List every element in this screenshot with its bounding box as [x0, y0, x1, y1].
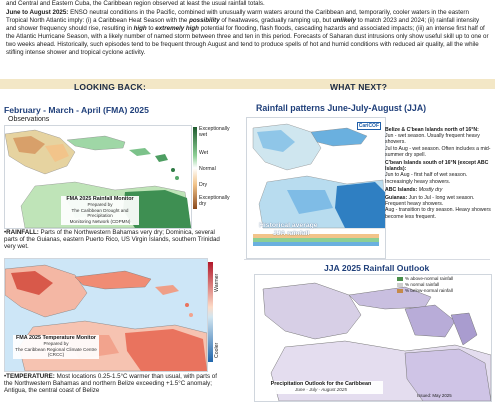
- abc-note: Mostly dry: [417, 186, 443, 193]
- rainfall-caption: [61, 196, 139, 225]
- rainfall-caption-line: The Caribbean Drought and Precipitation: [71, 207, 129, 219]
- text-run: of heatwaves, gradually ramping up, but: [219, 17, 333, 24]
- temperature-summary: [4, 373, 220, 395]
- legend-dry: Dry: [199, 182, 208, 188]
- historical-label-line: Historical average: [259, 222, 318, 229]
- temperature-caption-line: (CRCC): [47, 352, 65, 358]
- text-run: possibility: [189, 17, 220, 24]
- caricof-logo: CariCOF: [358, 123, 379, 129]
- rainfall-label: RAINFALL:: [6, 229, 39, 236]
- belize-note: Jul to Aug - wet season. Often includes a mid-summer dry spell.: [385, 145, 491, 158]
- intro-text: [6, 0, 490, 57]
- text-run: unlikely: [332, 17, 356, 24]
- text-run: to: [146, 25, 156, 32]
- jja-patterns-title: Rainfall patterns June-July-August (JJA): [256, 103, 427, 113]
- temperature-caption: [13, 335, 99, 359]
- belize-note: Jun - wet season. Usually frequent heavy showers.: [385, 133, 480, 146]
- bullet-icon: •: [4, 229, 7, 236]
- temperature-caption-title: FMA 2025 Temperature Monitor: [16, 335, 96, 341]
- legend-wet: Wet: [199, 150, 209, 156]
- south-heading: C'bean Islands south of 16°N (except ABC Islands):: [385, 160, 489, 173]
- historical-label: [259, 222, 318, 238]
- rainfall-monitor-map: [4, 125, 192, 229]
- outlook-caption-line: June - July - August 2025: [295, 387, 347, 393]
- temperature-monitor-map: [4, 258, 208, 372]
- abc-heading: ABC Islands:: [385, 186, 418, 193]
- guianas-heading: Guianas:: [385, 195, 408, 202]
- bullet-icon: •: [4, 373, 7, 380]
- text-run: potential for flooding, flash floods, cascading hazards and associated impacts; (iii) an intense first half of the Atlantic Hurricane Season, with a likely number of named storm between three and ten in this period. Forecasts of Saharan dust intrusions only show useful skill up to one or two weeks ahead. Historically, such episodes tend to be frequent through August and tend to produce spells of hot and humid conditions with reduced air quality, all the while stifling intense shower and tropical cyclone activity.: [6, 25, 489, 56]
- outlook-caption: [259, 381, 383, 394]
- temperature-caption-line: Prepared by: [43, 341, 69, 347]
- outlook-title: JJA 2025 Rainfall Outlook: [324, 263, 430, 273]
- rainfall-patterns-notes: [385, 127, 491, 220]
- temperature-caption-line: The Caribbean Regional Climate Centre: [15, 346, 97, 352]
- outlook-issued: Issued: May 2025: [417, 393, 452, 398]
- rainfall-caption-line: Prepared by: [87, 202, 113, 208]
- south-note: Jun to Aug - first half of wet season. Increasingly heavy showers.: [385, 172, 468, 185]
- legend-exceptionally-wet: Exceptionally wet: [199, 126, 230, 138]
- paragraph-lead: June to August 2025:: [6, 9, 69, 16]
- outlook-caption-title: Precipitation Outlook for the Caribbean: [270, 381, 372, 387]
- legend-warmer: Warmer: [214, 273, 220, 292]
- rainfall-outlook-map: [254, 274, 492, 402]
- outlook-legend-normal: % normal rainfall: [405, 282, 440, 287]
- temperature-legend-bar: [208, 262, 213, 362]
- guianas-note: Aug - transition to dry season. Heavy showers become less frequent.: [385, 207, 491, 220]
- observations-label: Observations: [8, 116, 50, 123]
- rainfall-text: Parts of the Northwestern Bahamas very dry; Dominica, several parts of the Guianas, eastern Puerto Rico, US Virgin Islands, southern Trinidad very wet.: [4, 229, 220, 251]
- legend-normal: Normal: [199, 166, 216, 172]
- belize-heading: Belize & C'bean Islands north of 16°N:: [385, 127, 479, 133]
- temperature-label: TEMPERATURE:: [6, 373, 55, 380]
- legend-exceptionally-dry: Exceptionally dry: [199, 195, 230, 207]
- guianas-note: Jun to Jul - long wet season. Frequent heavy showers.: [385, 195, 475, 208]
- temperature-text: Most locations 0.25-1.5°C warmer than usual, with parts of the Northwestern Bahamas and northern Belize exceeding +1.5°C anomaly; Antigua, the central coast of Belize: [4, 373, 217, 395]
- fma-title: February - March - April (FMA) 2025: [4, 105, 149, 115]
- historical-label-line: JJA rainfall: [273, 230, 310, 237]
- text-run: extremely high: [155, 25, 199, 32]
- outlook-paragraph: [6, 9, 490, 57]
- legend-cooler: Cooler: [214, 342, 220, 358]
- rainfall-caption-line: Monitoring Network (CDPMN): [69, 218, 131, 224]
- what-next-heading: WHAT NEXT?: [330, 82, 388, 92]
- text-run: ENSO neutral conditions in the Pacific, combined with unusually warm waters around the Caribbean and, temporarily, cooler waters in the eastern Tropical North Atlantic imply: (i) a Caribbean Heat Season with the: [6, 9, 469, 24]
- rainfall-caption-title: FMA 2025 Rainfall Monitor: [66, 196, 134, 202]
- rainfall-legend-bar: [193, 127, 197, 209]
- intro-line: and Central and Eastern Cuba, the Caribbean region observed at least the usual rainfall totals.: [6, 0, 265, 7]
- looking-back-heading: LOOKING BACK:: [74, 82, 147, 92]
- outlook-legend-above: % above-normal rainfall: [405, 276, 454, 281]
- rainfall-summary: [4, 229, 220, 251]
- text-run: high: [133, 25, 147, 32]
- outlook-legend-below: % below-normal rainfall: [405, 288, 453, 293]
- text-run: to match 2023 and 2024; (ii) rainfall intensity and shower frequency should rise, resulting in: [6, 17, 480, 32]
- historical-rainfall-map: [246, 117, 386, 259]
- section-divider: [244, 259, 490, 260]
